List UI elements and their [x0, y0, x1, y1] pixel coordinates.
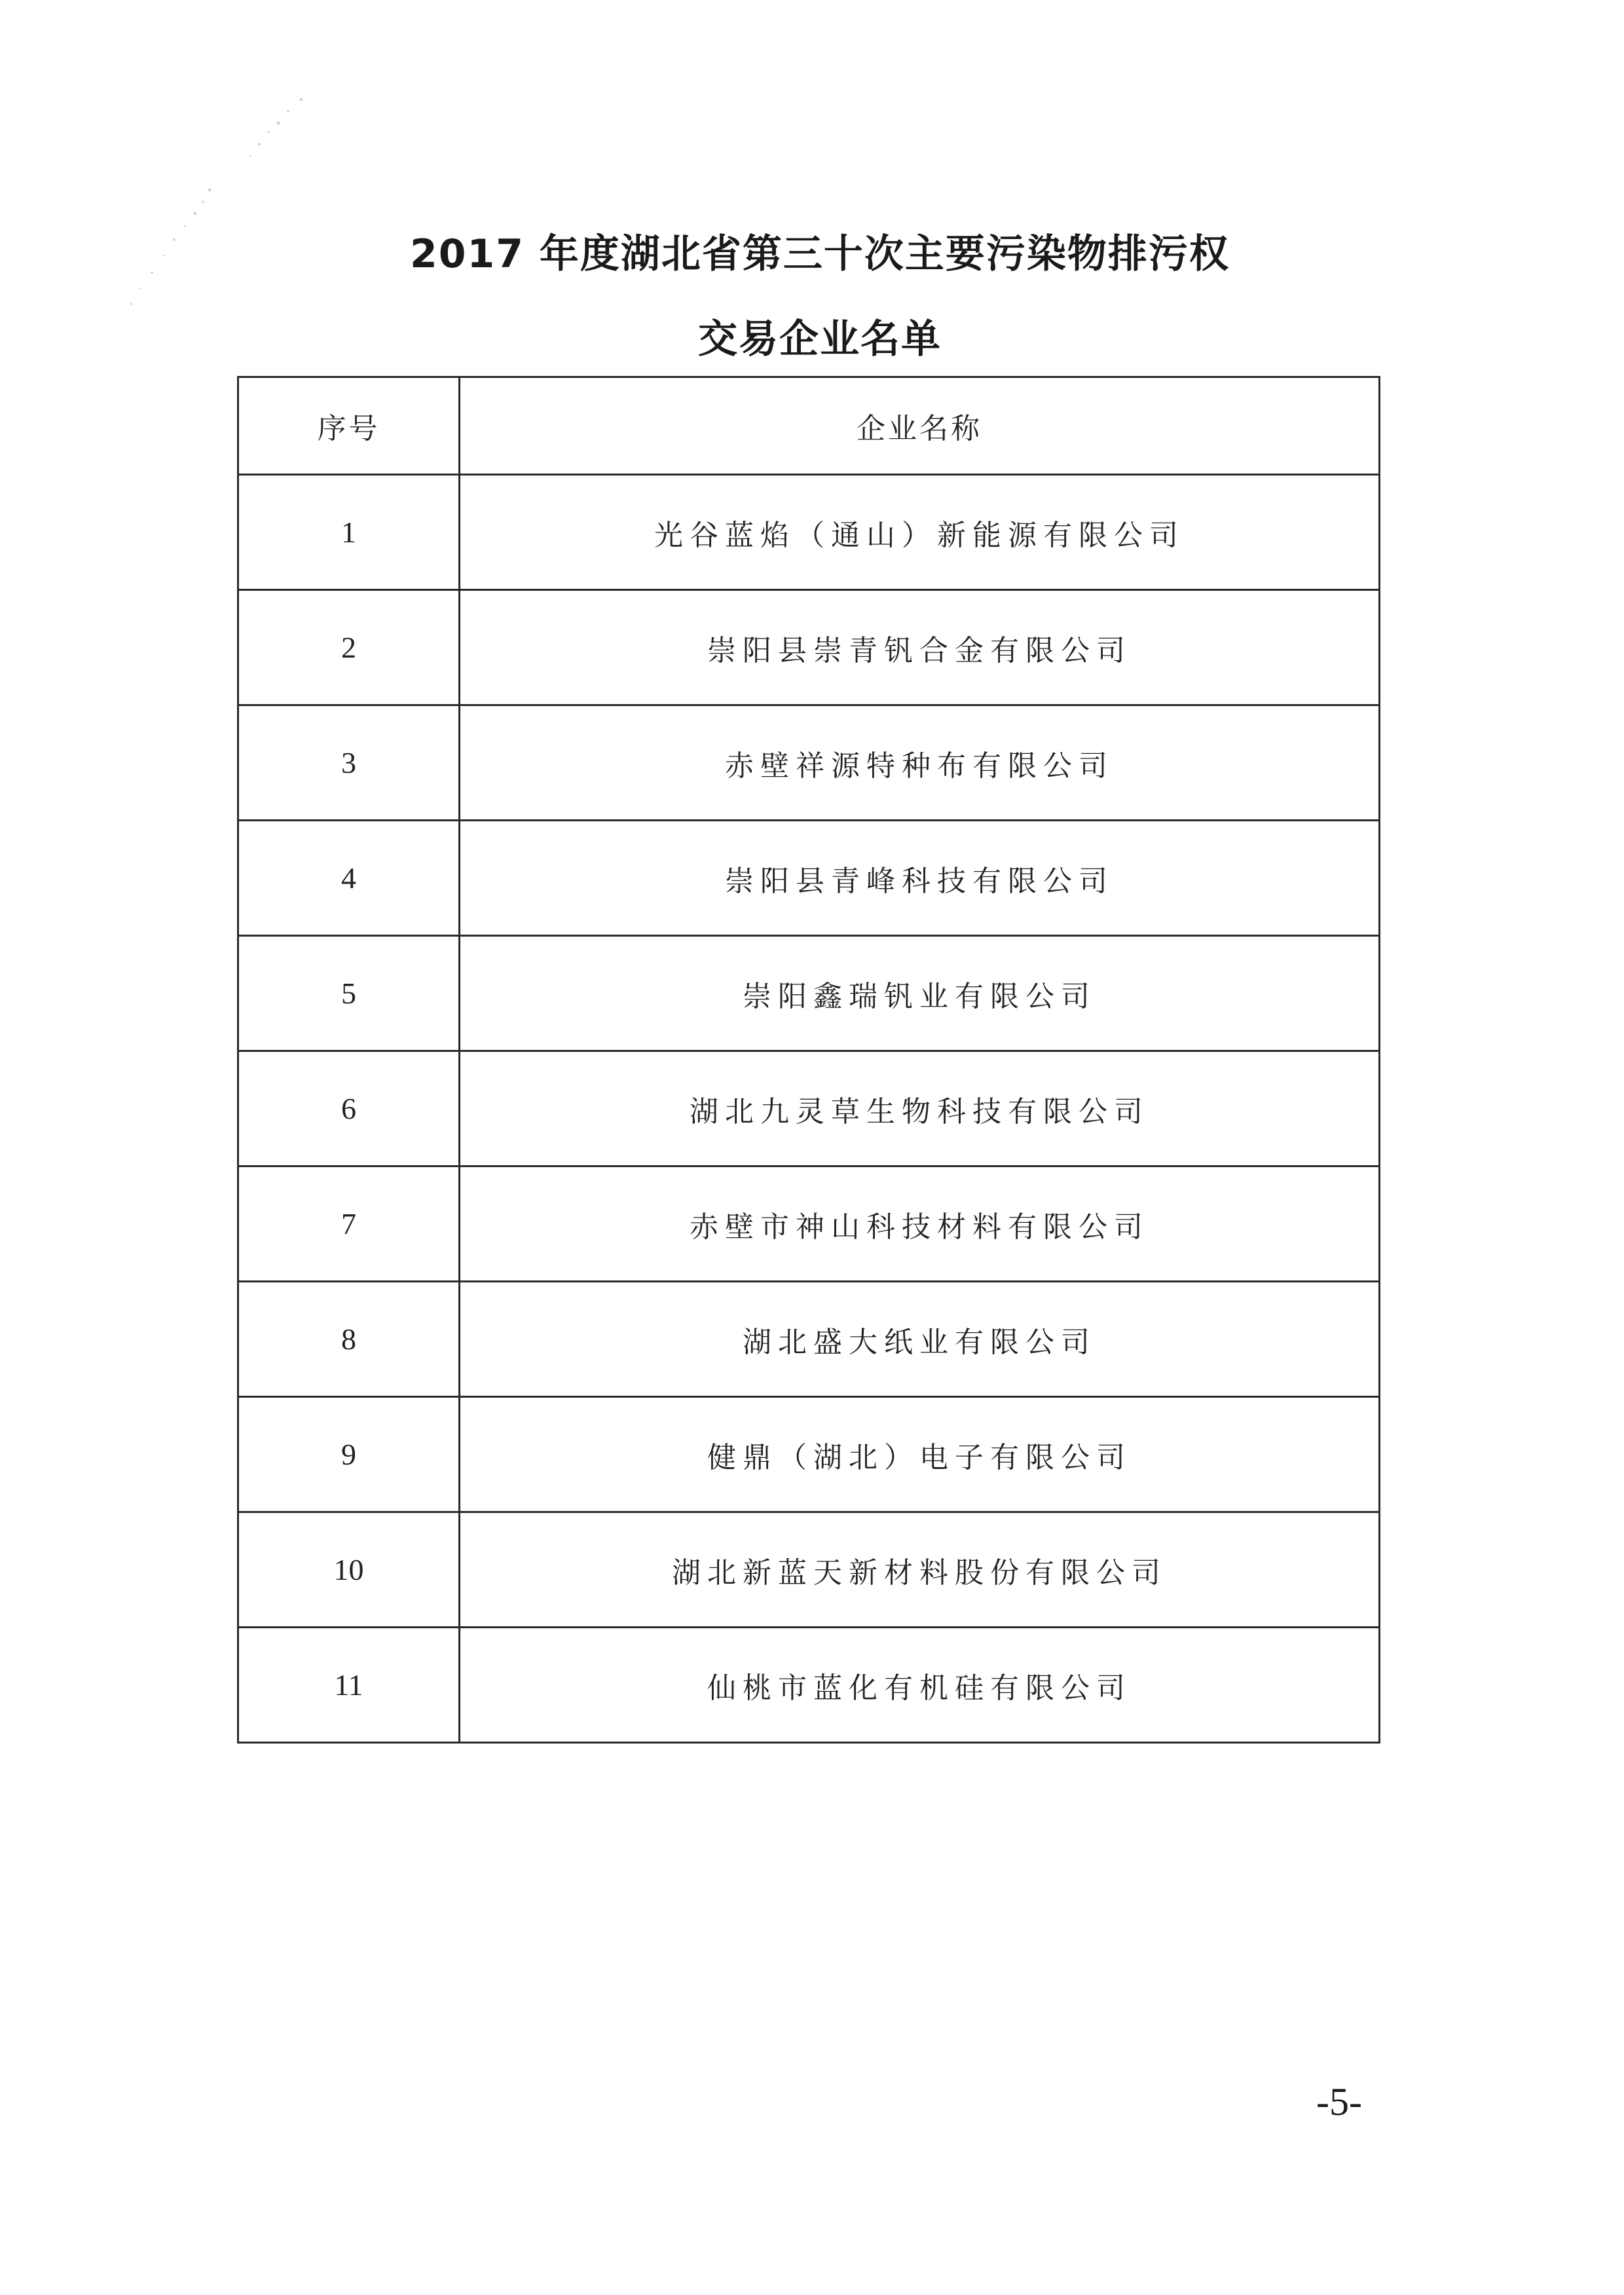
row-number: 5	[238, 936, 460, 1051]
row-number: 7	[238, 1166, 460, 1282]
table-row	[238, 475, 1380, 590]
table-header-row	[238, 377, 1380, 475]
company-name: 崇阳县崇青钒合金有限公司	[460, 590, 1380, 705]
document-title-line-2: 交易企业名单	[698, 316, 942, 362]
company-name: 湖北盛大纸业有限公司	[460, 1282, 1380, 1397]
row-number: 6	[238, 1051, 460, 1166]
table-row	[238, 705, 1380, 821]
table-row	[238, 1166, 1380, 1282]
table-row	[238, 821, 1380, 936]
row-number: 8	[238, 1282, 460, 1397]
company-name: 湖北九灵草生物科技有限公司	[460, 1051, 1380, 1166]
table-row	[238, 1397, 1380, 1512]
scan-artifact	[111, 92, 321, 327]
company-name: 光谷蓝焰（通山）新能源有限公司	[460, 475, 1380, 590]
row-number: 2	[238, 590, 460, 705]
company-name: 健鼎（湖北）电子有限公司	[460, 1397, 1380, 1512]
table-row	[238, 1512, 1380, 1628]
row-number: 3	[238, 705, 460, 821]
company-name: 崇阳县青峰科技有限公司	[460, 821, 1380, 936]
row-number: 9	[238, 1397, 460, 1512]
company-name: 崇阳鑫瑞钒业有限公司	[460, 936, 1380, 1051]
company-name: 赤壁祥源特种布有限公司	[460, 705, 1380, 821]
document-title-line-1: 2017 年度湖北省第三十次主要污染物排污权	[410, 231, 1230, 277]
row-number: 4	[238, 821, 460, 936]
table-row	[238, 1051, 1380, 1166]
column-header-number: 序号	[238, 377, 460, 475]
page-number: -5-	[1316, 2080, 1362, 2123]
company-name: 赤壁市神山科技材料有限公司	[460, 1166, 1380, 1282]
table-row	[238, 1628, 1380, 1743]
company-name: 仙桃市蓝化有机硅有限公司	[460, 1628, 1380, 1743]
row-number: 10	[238, 1512, 460, 1628]
table-row	[238, 1282, 1380, 1397]
column-header-company-name: 企业名称	[460, 377, 1380, 475]
table-row	[238, 936, 1380, 1051]
company-table	[237, 376, 1380, 1744]
row-number: 1	[238, 475, 460, 590]
table-row	[238, 590, 1380, 705]
row-number: 11	[238, 1628, 460, 1743]
company-name: 湖北新蓝天新材料股份有限公司	[460, 1512, 1380, 1628]
